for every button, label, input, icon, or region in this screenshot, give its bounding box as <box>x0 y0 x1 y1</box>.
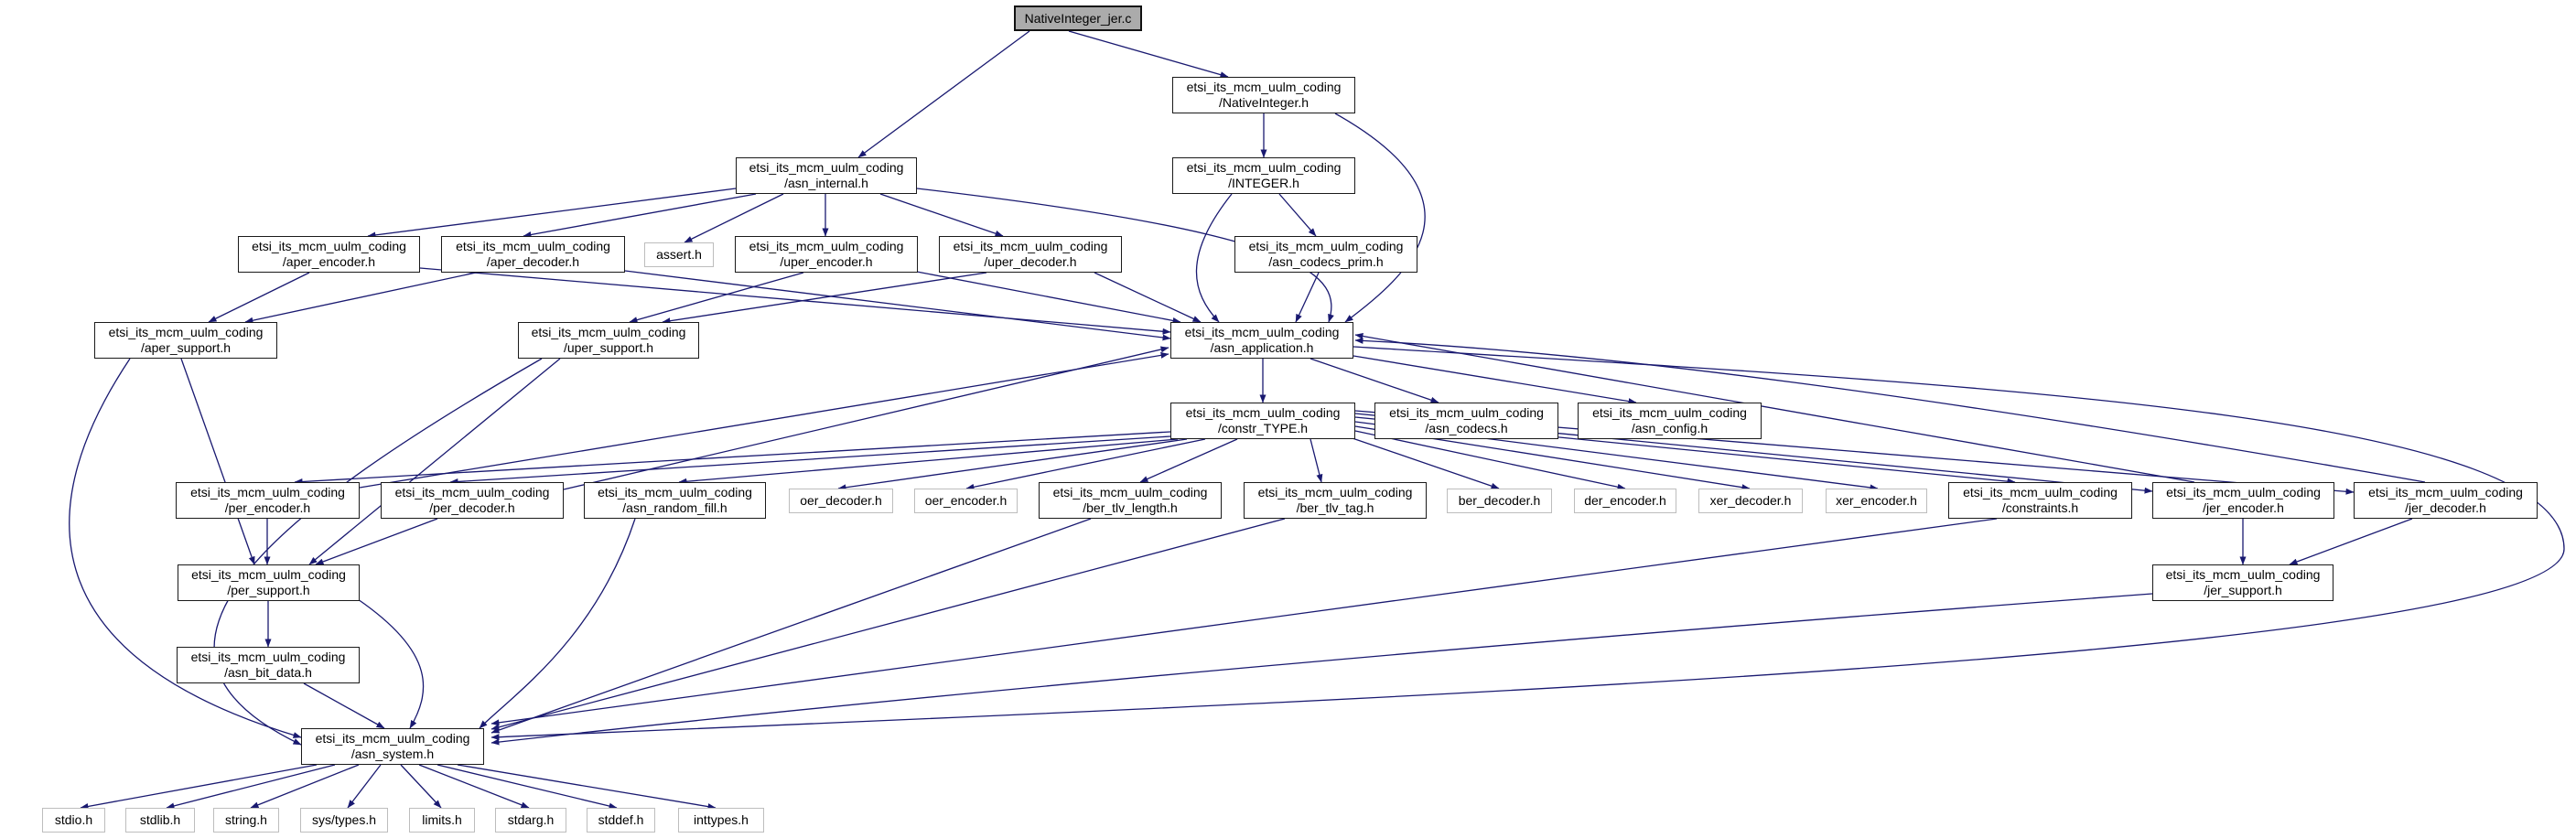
edge-integer-h-to-asn-codecs-prim-h <box>1279 194 1316 236</box>
edge-asn-codecs-prim-h-to-asn-application-h <box>1296 273 1319 322</box>
node-aper-decoder-h[interactable] <box>441 236 625 273</box>
edge-uper-encoder-h-to-uper-support-h <box>630 273 803 322</box>
node-label-line: etsi_its_mcm_uulm_coding <box>394 485 550 500</box>
node-label-line: /jer_encoder.h <box>2203 500 2284 515</box>
edge-constr-type-h-to-per-decoder-h <box>450 436 1170 482</box>
node-label-line: /asn_system.h <box>350 747 435 761</box>
node-asn-internal-h[interactable] <box>736 157 917 194</box>
node-ber-tlv-length-h[interactable] <box>1039 482 1222 519</box>
node-label-line: /asn_codecs_prim.h <box>1268 254 1384 269</box>
edge-constraints-h-to-asn-system-h <box>491 519 1997 724</box>
node-ber-tlv-tag-h[interactable] <box>1244 482 1427 519</box>
edge-constr-type-h-to-ber-tlv-length-h <box>1140 439 1237 482</box>
edge-asn-system-h-to-stdio-h <box>81 765 317 808</box>
node-label-line: etsi_its_mcm_uulm_coding <box>2166 485 2321 500</box>
edge-per-decoder-h-to-asn-application-h <box>564 348 1169 489</box>
node-label-line: ber_decoder.h <box>1458 493 1541 508</box>
edge-ber-tlv-tag-h-to-asn-system-h <box>491 519 1285 729</box>
node-label-line: /asn_bit_data.h <box>224 665 312 680</box>
node-per-encoder-h[interactable] <box>176 482 360 519</box>
node-label-line: /uper_encoder.h <box>780 254 873 269</box>
node-label-line: limits.h <box>422 812 462 827</box>
edge-constr-type-h-to-ber-tlv-tag-h <box>1310 439 1321 482</box>
node-label-line: /jer_decoder.h <box>2405 500 2486 515</box>
node-label-line: /per_encoder.h <box>224 500 311 515</box>
node-label-line: etsi_its_mcm_uulm_coding <box>1186 160 1342 175</box>
node-asn-system-h[interactable] <box>301 728 484 765</box>
node-label-line: oer_decoder.h <box>800 493 882 508</box>
node-label-line: /jer_support.h <box>2204 583 2282 597</box>
edge-asn-system-h-to-string-h <box>251 765 359 808</box>
edge-asn-system-h-to-sys-types-h <box>348 765 381 808</box>
node-label-line: /INTEGER.h <box>1228 176 1299 190</box>
node-xer-encoder-h <box>1826 489 1927 513</box>
node-nativeinteger-jer-c <box>1014 5 1142 31</box>
node-label-line: etsi_its_mcm_uulm_coding <box>190 650 346 664</box>
node-der-encoder-h <box>1574 489 1676 513</box>
edge-asn-internal-h-to-aper-decoder-h <box>523 194 756 236</box>
edge-uper-encoder-h-to-asn-application-h <box>917 272 1180 322</box>
edge-aper-support-h-to-per-support-h <box>181 359 254 564</box>
node-label-line: etsi_its_mcm_uulm_coding <box>953 239 1108 253</box>
node-limits-h <box>409 808 475 833</box>
node-label-line: xer_decoder.h <box>1709 493 1792 508</box>
node-oer-encoder-h <box>914 489 1018 513</box>
node-label-line: sys/types.h <box>311 812 377 827</box>
node-label-line: etsi_its_mcm_uulm_coding <box>2368 485 2523 500</box>
node-oer-decoder-h <box>789 489 893 513</box>
node-constraints-h[interactable] <box>1948 482 2132 519</box>
node-label-line: etsi_its_mcm_uulm_coding <box>749 239 904 253</box>
node-label-line: etsi_its_mcm_uulm_coding <box>456 239 610 253</box>
edge-nativeinteger-h-to-asn-application-h <box>1335 113 1425 322</box>
edge-jer-decoder-h-to-jer-support-h <box>2290 519 2412 564</box>
node-jer-encoder-h[interactable] <box>2152 482 2334 519</box>
edge-uper-support-h-to-asn-system-h <box>214 359 542 745</box>
node-label-line: NativeInteger_jer.c <box>1024 10 1132 26</box>
edge-asn-application-h-to-asn-config-h <box>1353 356 1636 403</box>
edge-nativeinteger-jer-c-to-nativeinteger-h <box>1069 31 1228 77</box>
node-stdio-h <box>42 808 105 833</box>
node-label-line: /aper_decoder.h <box>486 254 580 269</box>
node-label-line: stddef.h <box>598 812 644 827</box>
edge-uper-decoder-h-to-asn-application-h <box>1094 273 1201 322</box>
edge-nativeinteger-jer-c-to-asn-internal-h <box>858 31 1029 157</box>
node-sys-types-h <box>300 808 388 833</box>
node-label-line: /asn_random_fill.h <box>622 500 728 515</box>
edge-integer-h-to-asn-application-h <box>1196 194 1232 322</box>
node-asn-codecs-prim-h[interactable] <box>1234 236 1417 273</box>
node-label-line: oer_encoder.h <box>924 493 1008 508</box>
node-label-line: etsi_its_mcm_uulm_coding <box>1052 485 1208 500</box>
edge-asn-bit-data-h-to-asn-system-h <box>304 683 384 728</box>
node-ber-decoder-h <box>1447 489 1552 513</box>
node-inttypes-h <box>678 808 764 833</box>
edge-ber-tlv-length-h-to-asn-system-h <box>491 519 1091 733</box>
node-label-line: etsi_its_mcm_uulm_coding <box>2165 567 2321 582</box>
edge-asn-system-h-to-stdlib-h <box>167 765 335 808</box>
node-label-line: /constr_TYPE.h <box>1217 421 1309 435</box>
node-label-line: etsi_its_mcm_uulm_coding <box>598 485 752 500</box>
node-label-line: stdarg.h <box>507 812 555 827</box>
node-label-line: stdlib.h <box>139 812 181 827</box>
edge-per-decoder-h-to-per-support-h <box>316 519 437 564</box>
node-uper-support-h[interactable] <box>518 322 699 359</box>
node-label-line: /aper_encoder.h <box>282 254 376 269</box>
node-label-line: etsi_its_mcm_uulm_coding <box>315 731 470 746</box>
node-label-line: /NativeInteger.h <box>1218 95 1310 110</box>
node-asn-bit-data-h[interactable] <box>177 647 360 683</box>
node-label-line: etsi_its_mcm_uulm_coding <box>191 567 346 582</box>
node-constr-type-h[interactable] <box>1170 403 1355 439</box>
node-label-line: etsi_its_mcm_uulm_coding <box>1592 405 1747 420</box>
node-per-support-h[interactable] <box>178 564 360 601</box>
edge-asn-system-h-to-inttypes-h <box>458 765 716 808</box>
node-label-line: /ber_tlv_tag.h <box>1296 500 1374 515</box>
edge-constr-type-h-to-per-encoder-h <box>295 432 1170 482</box>
edge-aper-decoder-h-to-aper-support-h <box>245 273 476 322</box>
node-label-line: etsi_its_mcm_uulm_coding <box>1389 405 1544 420</box>
node-asn-config-h[interactable] <box>1578 403 1762 439</box>
node-label-line: /asn_codecs.h <box>1425 421 1508 435</box>
node-uper-encoder-h[interactable] <box>735 236 918 273</box>
node-label-line: xer_encoder.h <box>1836 493 1917 508</box>
node-stdarg-h <box>495 808 566 833</box>
node-uper-decoder-h[interactable] <box>939 236 1122 273</box>
node-label-line: etsi_its_mcm_uulm_coding <box>531 325 686 339</box>
edge-asn-internal-h-to-uper-decoder-h <box>880 194 1003 236</box>
node-label-line: /uper_support.h <box>563 340 654 355</box>
node-label-line: /uper_decoder.h <box>984 254 1077 269</box>
node-aper-encoder-h[interactable] <box>238 236 420 273</box>
edge-asn-application-h-to-asn-codecs-h <box>1310 359 1439 403</box>
node-asn-application-h[interactable] <box>1170 322 1353 359</box>
node-label-line: /per_support.h <box>227 583 310 597</box>
edge-asn-internal-h-to-aper-encoder-h <box>368 188 736 236</box>
node-label-line: string.h <box>225 812 267 827</box>
node-nativeinteger-h[interactable] <box>1172 77 1355 113</box>
edge-per-support-h-to-asn-system-h <box>358 599 424 728</box>
node-label-line: etsi_its_mcm_uulm_coding <box>1184 325 1340 339</box>
node-stddef-h <box>587 808 655 833</box>
node-label-line: etsi_its_mcm_uulm_coding <box>749 160 904 175</box>
node-label-line: etsi_its_mcm_uulm_coding <box>1186 80 1342 94</box>
node-label-line: /aper_support.h <box>140 340 232 355</box>
node-asn-random-fill-h[interactable] <box>584 482 766 519</box>
node-label-line: /asn_config.h <box>1631 421 1708 435</box>
edge-jer-support-h-to-asn-system-h <box>491 594 2152 743</box>
node-label-line: etsi_its_mcm_uulm_coding <box>190 485 345 500</box>
node-aper-support-h[interactable] <box>94 322 277 359</box>
edge-constr-type-h-to-ber-decoder-h <box>1347 436 1499 489</box>
edge-uper-support-h-to-per-support-h <box>309 359 560 564</box>
node-xer-decoder-h <box>1698 489 1803 513</box>
node-label-line: etsi_its_mcm_uulm_coding <box>1963 485 2118 500</box>
node-assert-h <box>644 242 714 267</box>
node-asn-codecs-h[interactable] <box>1374 403 1558 439</box>
node-label-line: der_encoder.h <box>1584 493 1666 508</box>
node-label-line: /asn_application.h <box>1210 340 1314 355</box>
node-string-h <box>213 808 279 833</box>
node-label-line: etsi_its_mcm_uulm_coding <box>1185 405 1341 420</box>
node-label-line: etsi_its_mcm_uulm_coding <box>252 239 406 253</box>
node-label-line: inttypes.h <box>694 812 749 827</box>
node-label-line: /ber_tlv_length.h <box>1083 500 1178 515</box>
node-label-line: etsi_its_mcm_uulm_coding <box>1248 239 1404 253</box>
node-label-line: assert.h <box>656 247 702 262</box>
node-jer-support-h[interactable] <box>2152 564 2333 601</box>
node-label-line: stdio.h <box>54 812 93 827</box>
node-label-line: etsi_its_mcm_uulm_coding <box>108 325 264 339</box>
node-label-line: /per_decoder.h <box>429 500 515 515</box>
edge-aper-encoder-h-to-aper-support-h <box>209 273 309 322</box>
node-stdlib-h <box>125 808 195 833</box>
edge-uper-decoder-h-to-uper-support-h <box>663 273 986 322</box>
node-label-line: /asn_internal.h <box>784 176 868 190</box>
node-label-line: etsi_its_mcm_uulm_coding <box>1257 485 1413 500</box>
edge-per-encoder-h-to-asn-application-h <box>360 354 1169 488</box>
node-integer-h[interactable] <box>1172 157 1355 194</box>
node-jer-decoder-h[interactable] <box>2354 482 2538 519</box>
node-per-decoder-h[interactable] <box>381 482 564 519</box>
node-label-line: /constraints.h <box>2001 500 2079 515</box>
